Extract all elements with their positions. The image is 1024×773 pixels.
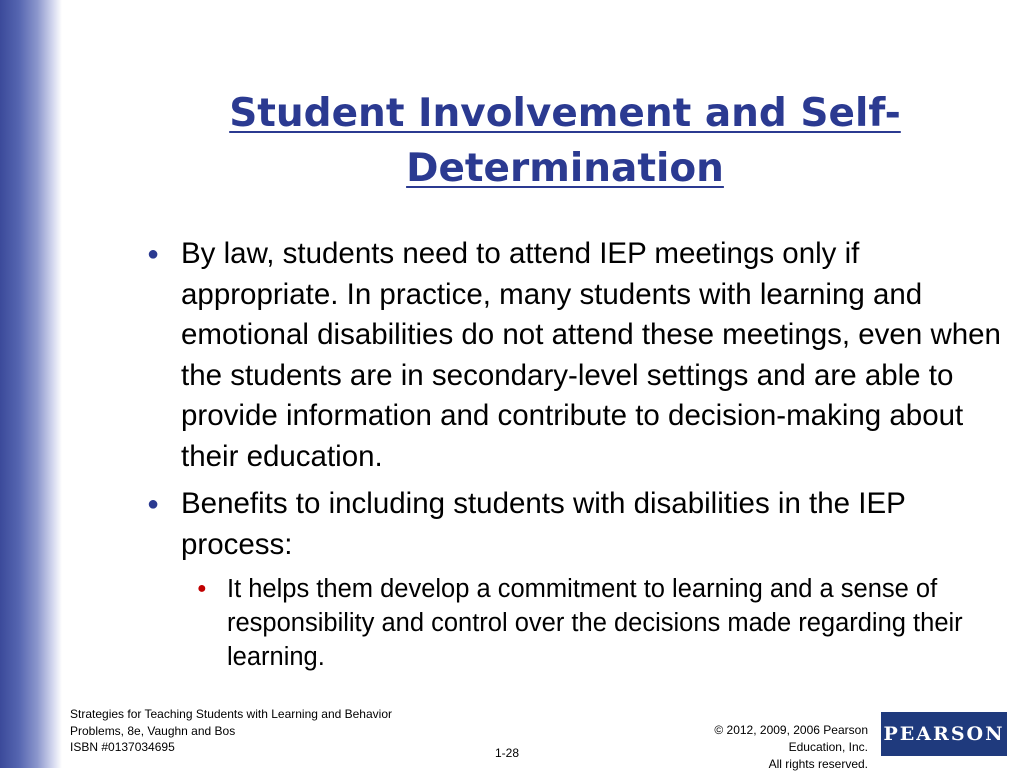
bullet-item xyxy=(142,234,1002,477)
copyright-notice xyxy=(660,722,868,773)
sub-bullet-item xyxy=(142,572,1002,674)
pearson-logo xyxy=(881,712,1007,756)
bullet-text: Benefits to including students with disabilities in the IEP process: xyxy=(181,487,906,561)
logo-text: PEARSON xyxy=(883,723,1005,745)
footer-book-line: Strategies for Teaching Students with Learning and Behavior xyxy=(70,707,392,721)
bullet-item xyxy=(142,484,1002,565)
copyright-line: All rights reserved. xyxy=(768,757,868,771)
page-number: 1-28 xyxy=(495,746,520,760)
footer-isbn: ISBN #0137034695 xyxy=(70,740,175,754)
bullet-dot-icon: ● xyxy=(147,493,160,515)
bullet-list xyxy=(142,234,1002,674)
sub-bullet-text: It helps them develop a commitment to learning and a sense of responsibility and control over the decisions made regarding their learning. xyxy=(227,575,963,671)
footer-book-info xyxy=(70,706,490,756)
bullet-text: By law, students need to attend IEP meetings only if appropriate. In practice, many students with learning and emotional disabilities do not attend these meetings, even when the students are in secondary-level settings and are able to provide information and contribute to decision-making about their education. xyxy=(181,237,1001,473)
copyright-line: © 2012, 2009, 2006 Pearson xyxy=(714,723,868,737)
copyright-line: Education, Inc. xyxy=(788,740,868,754)
footer-book-line: Problems, 8e, Vaughn and Bos xyxy=(70,723,236,738)
bullet-dot-icon: ● xyxy=(147,243,160,265)
slide-title: Student Involvement and Self-Determination xyxy=(229,91,901,191)
sub-bullet-dot-icon: ● xyxy=(197,580,207,597)
side-gradient-band xyxy=(0,0,62,768)
